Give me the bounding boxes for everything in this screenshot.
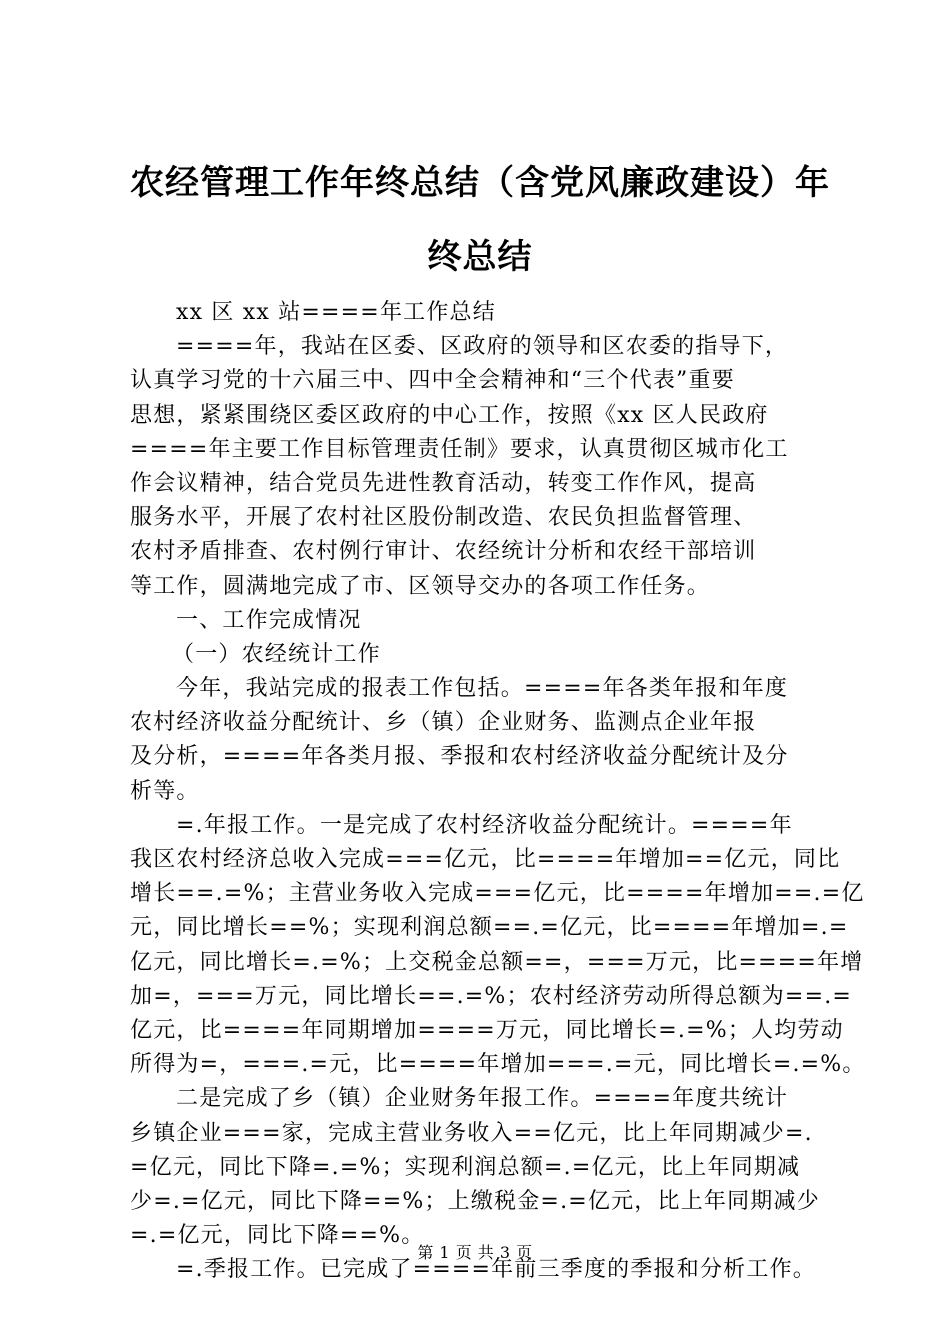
text-line: 元，同比增长==%；实现利润总额==.=亿元，比====年增加=.= — [130, 915, 849, 941]
subsection-heading: （一）农经统计工作 — [172, 641, 381, 667]
text-line: 我区农村经济总收入完成===亿元，比====年增加==亿元，同比 — [130, 847, 841, 872]
text-line: 服务水平，开展了农村社区股份制改造、农民负担监督管理、 — [130, 505, 757, 531]
text-line: 农村矛盾排查、农村例行审计、农经统计分析和农经干部培训 — [130, 539, 757, 565]
text-line: =.=亿元，同比下降==%。 — [130, 1223, 425, 1249]
text-line: ====年，我站在区委、区政府的领导和区农委的指导下， — [176, 334, 789, 360]
document-body — [130, 296, 866, 1287]
text-line: =.季报工作。已完成了====年前三季度的季报和分析工作。 — [176, 1257, 816, 1283]
page-number: 第 1 页 共 3 页 — [417, 1243, 533, 1262]
text-line: 今年，我站完成的报表工作包括。====年各类年报和年度 — [176, 676, 789, 702]
text-line: 作会议精神，结合党员先进性教育活动，转变工作作风，提高 — [130, 470, 757, 496]
text-line: 亿元，同比增长=.=%；上交税金总额==，===万元，比====年增 — [130, 949, 864, 975]
text-line: 析等。 — [130, 778, 200, 804]
page-footer — [0, 1241, 950, 1265]
document-title — [120, 146, 840, 294]
text-line: 亿元，比====年同期增加====万元，同比增长=.=%；人均劳动 — [130, 1017, 844, 1043]
text-line: 及分析，====年各类月报、季报和农村经济收益分配统计及分 — [130, 744, 789, 770]
text-line: =.年报工作。一是完成了农村经济收益分配统计。====年 — [176, 812, 793, 838]
text-line: 农村经济收益分配统计、乡（镇）企业财务、监测点企业年报 — [130, 710, 757, 736]
text-line: 思想，紧紧围绕区委区政府的中心工作，按照《xx 区人民政府 — [130, 402, 769, 428]
text-line: 少=.=亿元，同比下降==%；上缴税金=.=亿元，比上年同期减少 — [130, 1188, 820, 1214]
text-line: 增长==.=%；主营业务收入完成===亿元，比====年增加==.=亿 — [130, 881, 865, 907]
text-line: ====年主要工作目标管理责任制》要求，认真贯彻区城市化工 — [130, 436, 789, 462]
text-line: 加=，===万元，同比增长==.=%；农村经济劳动所得总额为==.= — [130, 983, 853, 1009]
text-line: 等工作，圆满地完成了市、区领导交办的各项工作任务。 — [130, 573, 711, 599]
text-line: =亿元，同比下降=.=%；实现利润总额=.=亿元，比上年同期减 — [130, 1154, 801, 1180]
text-line: 所得为=，===.=元，比====年增加===.=元，同比增长=.=%。 — [130, 1052, 866, 1078]
text-line: 二是完成了乡（镇）企业财务年报工作。====年度共统计 — [176, 1086, 789, 1112]
text-line: 认真学习党的十六届三中、四中全会精神和“三个代表”重要 — [130, 368, 735, 394]
text-line: xx 区 xx 站====年工作总结 — [176, 300, 496, 325]
title-line-2: 终总结 — [427, 237, 533, 277]
text-line: 乡镇企业===家，完成主营业务收入==亿元，比上年同期减少=. — [130, 1120, 813, 1146]
section-heading: 一、工作完成情况 — [176, 607, 362, 633]
title-line-1: 农经管理工作年终总结（含党风廉政建设）年 — [130, 163, 830, 203]
